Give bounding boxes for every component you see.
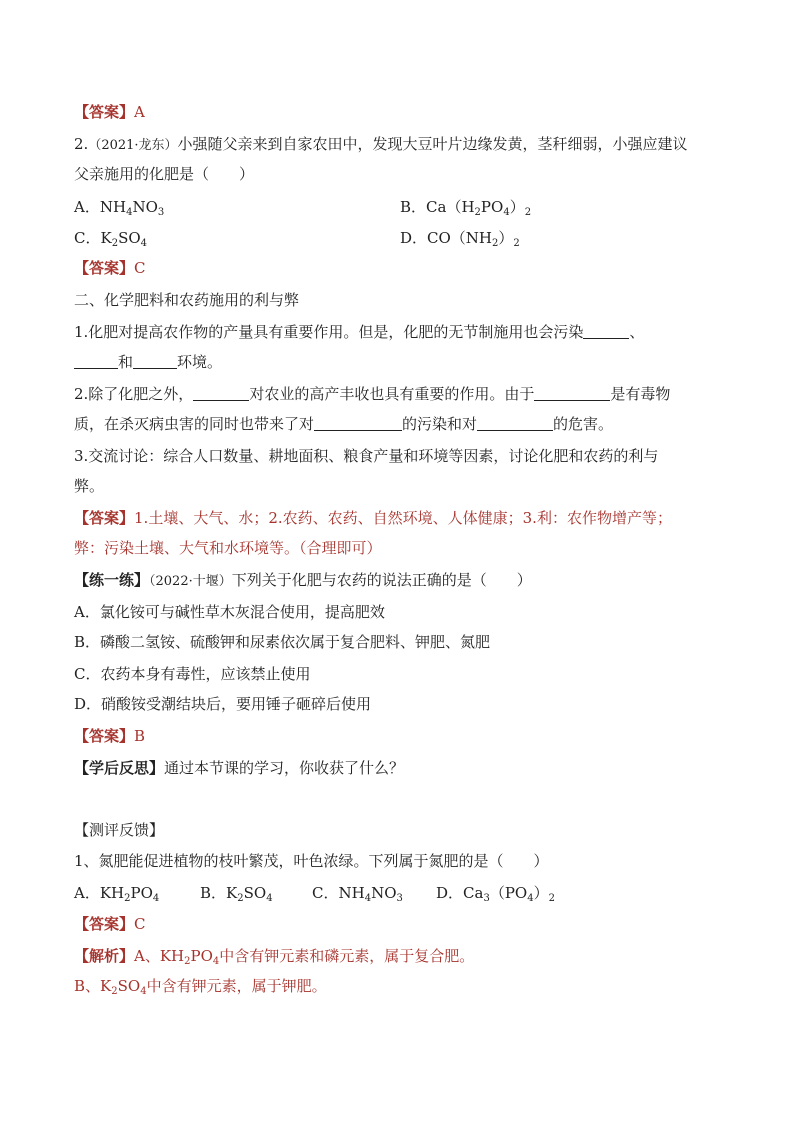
q2-option-d: D．$CO(NH_2)_2$ (400, 229, 520, 249)
section2-item2-line1: 2.除了化肥之外， 对农业的高产丰收也具有重要的作用。由于 是有毒物 (74, 385, 671, 403)
section2-item1-line2: 和 环境。 (74, 352, 222, 374)
reflection: 【学后反思】通过本节课的学习，你收获了什么？ (74, 759, 405, 777)
practice-stem: 【练一练】（2022·十堰）下列关于化肥与农药的说法正确的是（ ） (74, 571, 532, 589)
fill-blank[interactable] (534, 384, 610, 401)
feedback-option-c: C．$NH_4NO_3$ (312, 884, 403, 904)
q2-option-a: A．$NH_4NO_3$ (74, 198, 165, 218)
practice-option-c: C．农药本身有毒性，应该禁止使用 (74, 665, 311, 683)
answer-tag: 【答案】 (74, 259, 135, 277)
feedback-analysis-b: B、$K_2SO_4$中含有钾元素，属于钾肥。 (74, 977, 327, 997)
question-source: （2021·龙东） (88, 138, 178, 153)
section2-item1-line1: 1.化肥对提高农作物的产量具有重要作用。但是，化肥的无节制施用也会污染 、 (74, 323, 645, 341)
practice-answer (74, 726, 145, 748)
fill-blank[interactable] (74, 352, 118, 369)
q2-answer (74, 258, 146, 280)
reflection-tag: 【学后反思】 (74, 759, 165, 777)
answer-tag: 【答案】 (74, 103, 135, 121)
answer-value: B (134, 727, 146, 745)
practice-tag: 【练一练】 (74, 571, 150, 589)
q2-stem-line2: 父亲施用的化肥是（ ） (74, 165, 255, 183)
section2-item2-line2: 质，在杀灭病虫害的同时也带来了对 的污染和对 的危害。 (74, 415, 614, 433)
question-number: 2. (74, 135, 89, 153)
practice-option-a: A．氯化铵可与碱性草木灰混合使用，提高肥效 (74, 603, 385, 621)
section2-item3-line1: 3.交流讨论：综合人口数量、耕地面积、粮食产量和环境等因素，讨论化肥和农药的利与 (74, 447, 659, 465)
fill-blank[interactable] (193, 384, 249, 401)
answer-value: A (134, 103, 145, 121)
practice-option-d: D．硝酸铵受潮结块后，要用锤子砸碎后使用 (74, 695, 372, 713)
fill-blank[interactable] (133, 352, 177, 369)
answer-value: C (134, 259, 146, 277)
section-heading: 二、化学肥料和农药施用的利与弊 (74, 291, 300, 309)
section2-answer-line1: 【答案】1.土壤、大气、水；2.农药、农药、自然环境、人体健康；3.利：农作物增产等； (74, 509, 672, 527)
feedback-analysis-a: 【解析】A、$KH_2PO_4$中含有钾元素和磷元素，属于复合肥。 (74, 947, 475, 967)
feedback-heading: 【测评反馈】 (74, 821, 165, 839)
section2-answer-line2: 弊：污染土壤、大气和水环境等。（合理即可） (74, 539, 382, 557)
fill-blank[interactable] (583, 322, 629, 339)
answer-tag: 【答案】 (74, 509, 135, 527)
q2-option-b: B．$Ca(H_2PO_4)_2$ (400, 198, 532, 218)
answer-value: C (134, 915, 146, 933)
section2-item3-line2: 弊。 (74, 477, 105, 495)
question-stem: 小强随父亲来到自家农田中，发现大豆叶片边缘发黄，茎秆细弱，小强应建议 (177, 135, 688, 153)
answer-tag: 【答案】 (74, 915, 135, 933)
q1-answer (74, 102, 145, 124)
practice-option-b: B．磷酸二氢铵、硫酸钾和尿素依次属于复合肥料、钾肥、氮肥 (74, 633, 491, 651)
feedback-option-d: D．$Ca_3(PO_4)_2$ (436, 884, 555, 904)
feedback-answer (74, 914, 146, 936)
feedback-q1-stem: 1、氮肥能促进植物的枝叶繁茂，叶色浓绿。下列属于氮肥的是（ ） (74, 852, 549, 870)
fill-blank[interactable] (314, 414, 402, 431)
fill-blank[interactable] (477, 414, 553, 431)
analysis-tag: 【解析】 (74, 947, 135, 965)
answer-tag: 【答案】 (74, 727, 135, 745)
feedback-option-b: B．$K_2SO_4$ (200, 884, 273, 904)
feedback-option-a: A．$KH_2PO_4$ (74, 884, 160, 904)
q2-option-c: C．$K_2SO_4$ (74, 229, 148, 249)
q2-stem-line1 (74, 134, 688, 156)
